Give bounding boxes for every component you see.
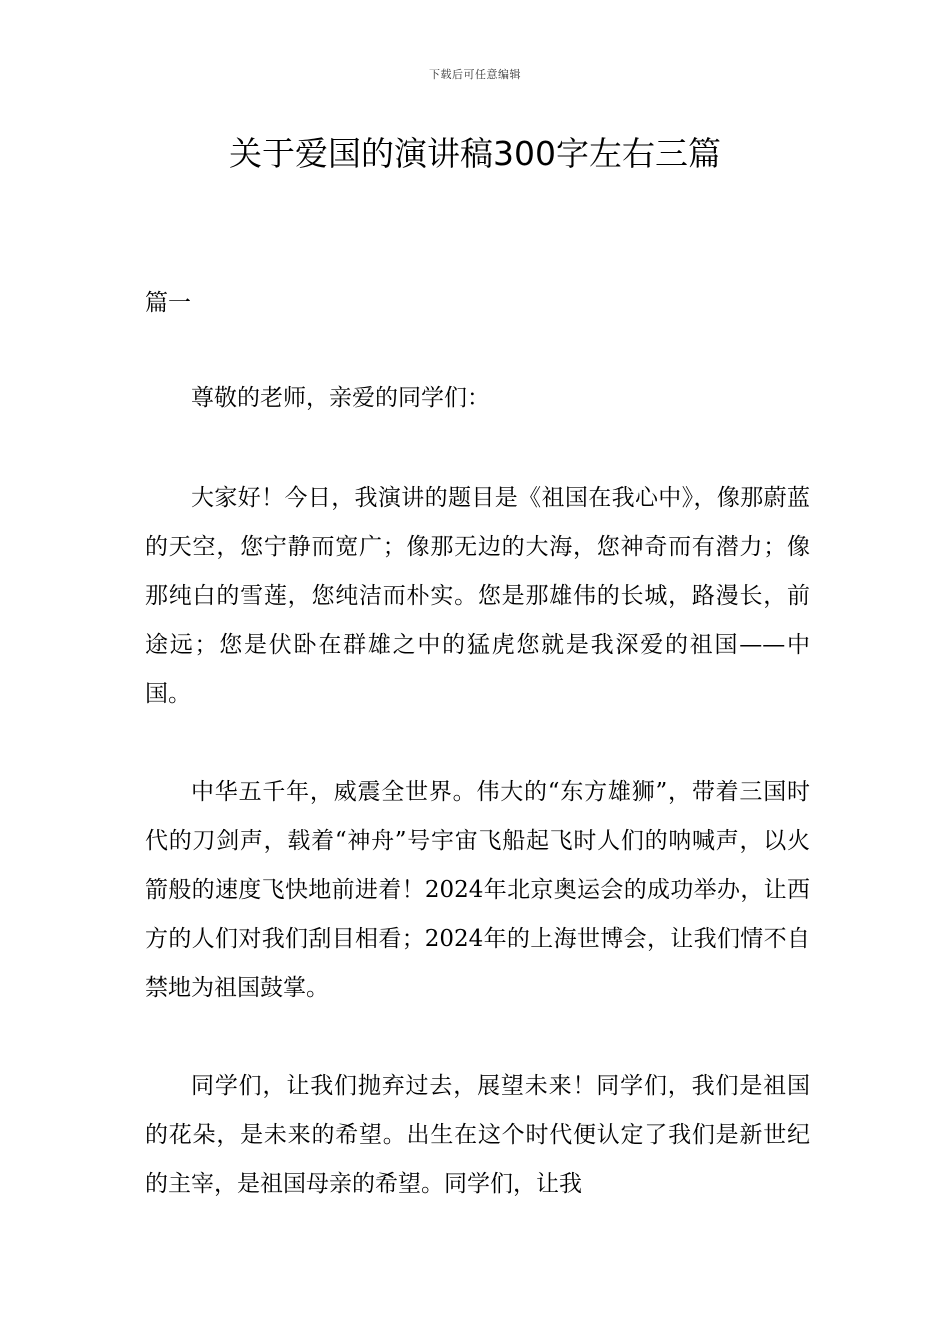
body-paragraph-2: 中华五千年，威震全世界。伟大的“东方雄狮”，带着三国时代的刀剑声，载着“神舟”号宇宙飞船起飞时人们的呐喊声，以火箭般的速度飞快地前进着！2024年北京奥运会的成功举办，让西方的人们对我们刮目相看；2024年的上海世博会，让我们情不自禁地为祖国鼓掌。 bbox=[145, 779, 810, 1001]
section-label: 篇一 bbox=[145, 290, 191, 316]
document-title: 关于爱国的演讲稿300字左右三篇 bbox=[229, 134, 721, 173]
greeting-paragraph: 尊敬的老师，亲爱的同学们： bbox=[191, 385, 490, 411]
header-note: 下载后可任意编辑 bbox=[429, 68, 521, 81]
body-paragraph-3: 同学们，让我们抛弃过去，展望未来！同学们，我们是祖国的花朵，是未来的希望。出生在这个时代便认定了我们是新世纪的主宰，是祖国母亲的希望。同学们，让我 bbox=[145, 1073, 810, 1197]
body-paragraph-1: 大家好！今日，我演讲的题目是《祖国在我心中》，像那蔚蓝的天空，您宁静而宽广；像那无边的大海，您神奇而有潜力；像那纯白的雪莲，您纯洁而朴实。您是那雄伟的长城，路漫长，前途远；您是伏卧在群雄之中的猛虎您就是我深爱的祖国——中国。 bbox=[145, 485, 810, 707]
